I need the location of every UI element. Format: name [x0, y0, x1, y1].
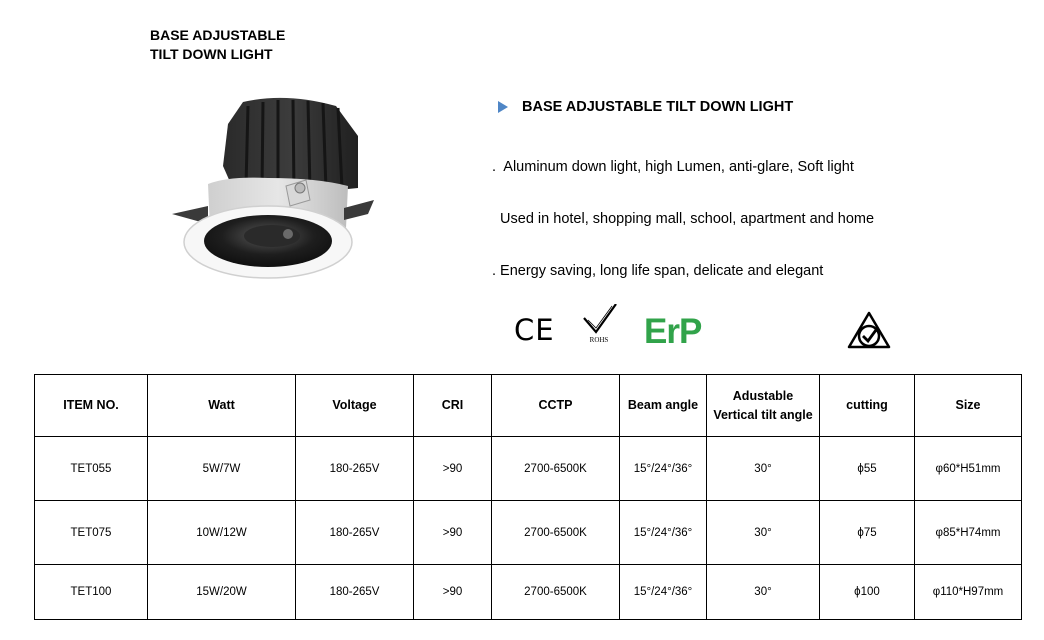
rcm-mark-icon [846, 310, 892, 352]
cell-watt: 5W/7W [148, 437, 296, 501]
header-cctp: CCTP [492, 375, 620, 437]
table-row [35, 565, 1022, 620]
cell-item-no: TET075 [35, 501, 148, 565]
header-item-no: ITEM NO. [35, 375, 148, 437]
cell-cri: >90 [414, 501, 492, 565]
header-beam-angle: Beam angle [620, 375, 707, 437]
table-header-row [35, 375, 1022, 437]
erp-mark-icon: ErP [644, 312, 702, 351]
cell-size: φ110*H97mm [915, 565, 1022, 620]
header-cutting: cutting [820, 375, 915, 437]
header-watt: Watt [148, 375, 296, 437]
cell-voltage: 180-265V [296, 565, 414, 620]
ce-mark-icon: CE [514, 313, 555, 347]
product-image [168, 96, 378, 286]
feature-line-1: . Aluminum down light, high Lumen, anti-glare, Soft light [492, 159, 854, 175]
cell-cctp: 2700-6500K [492, 565, 620, 620]
cell-cutting: ϕ100 [820, 565, 915, 620]
cell-voltage: 180-265V [296, 437, 414, 501]
cell-beam-angle: 15°/24°/36° [620, 501, 707, 565]
page-title [150, 26, 285, 64]
table-row [35, 501, 1022, 565]
cell-cutting: ϕ75 [820, 501, 915, 565]
cell-tilt-angle: 30° [707, 501, 820, 565]
rohs-label: ROHS [589, 336, 609, 344]
cell-cri: >90 [414, 437, 492, 501]
cell-voltage: 180-265V [296, 501, 414, 565]
feature-line-3: . Energy saving, long life span, delicate and elegant [492, 263, 824, 279]
cell-cutting: ϕ55 [820, 437, 915, 501]
page-title-line1: BASE ADJUSTABLE [150, 27, 286, 43]
feature-line-2: Used in hotel, shopping mall, school, apartment and home [492, 211, 875, 227]
cell-cri: >90 [414, 565, 492, 620]
header-voltage: Voltage [296, 375, 414, 437]
cell-item-no: TET055 [35, 437, 148, 501]
cell-cctp: 2700-6500K [492, 501, 620, 565]
cell-item-no: TET100 [35, 565, 148, 620]
cell-cctp: 2700-6500K [492, 437, 620, 501]
cell-watt: 10W/12W [148, 501, 296, 565]
section-heading [498, 99, 793, 115]
cell-watt: 15W/20W [148, 565, 296, 620]
right-triangle-bullet-icon [498, 101, 508, 113]
rohs-mark-icon [582, 304, 624, 348]
page-title-line2: TILT DOWN LIGHT [150, 46, 273, 62]
header-cri: CRI [414, 375, 492, 437]
cell-size: φ60*H51mm [915, 437, 1022, 501]
cell-beam-angle: 15°/24°/36° [620, 437, 707, 501]
cell-beam-angle: 15°/24°/36° [620, 565, 707, 620]
section-heading-text: BASE ADJUSTABLE TILT DOWN LIGHT [522, 99, 794, 115]
cell-tilt-angle: 30° [707, 565, 820, 620]
spec-table [34, 374, 1022, 620]
cell-tilt-angle: 30° [707, 437, 820, 501]
header-size: Size [915, 375, 1022, 437]
cell-size: φ85*H74mm [915, 501, 1022, 565]
table-row [35, 437, 1022, 501]
header-tilt-angle: Adustable Vertical tilt angle [707, 375, 820, 437]
